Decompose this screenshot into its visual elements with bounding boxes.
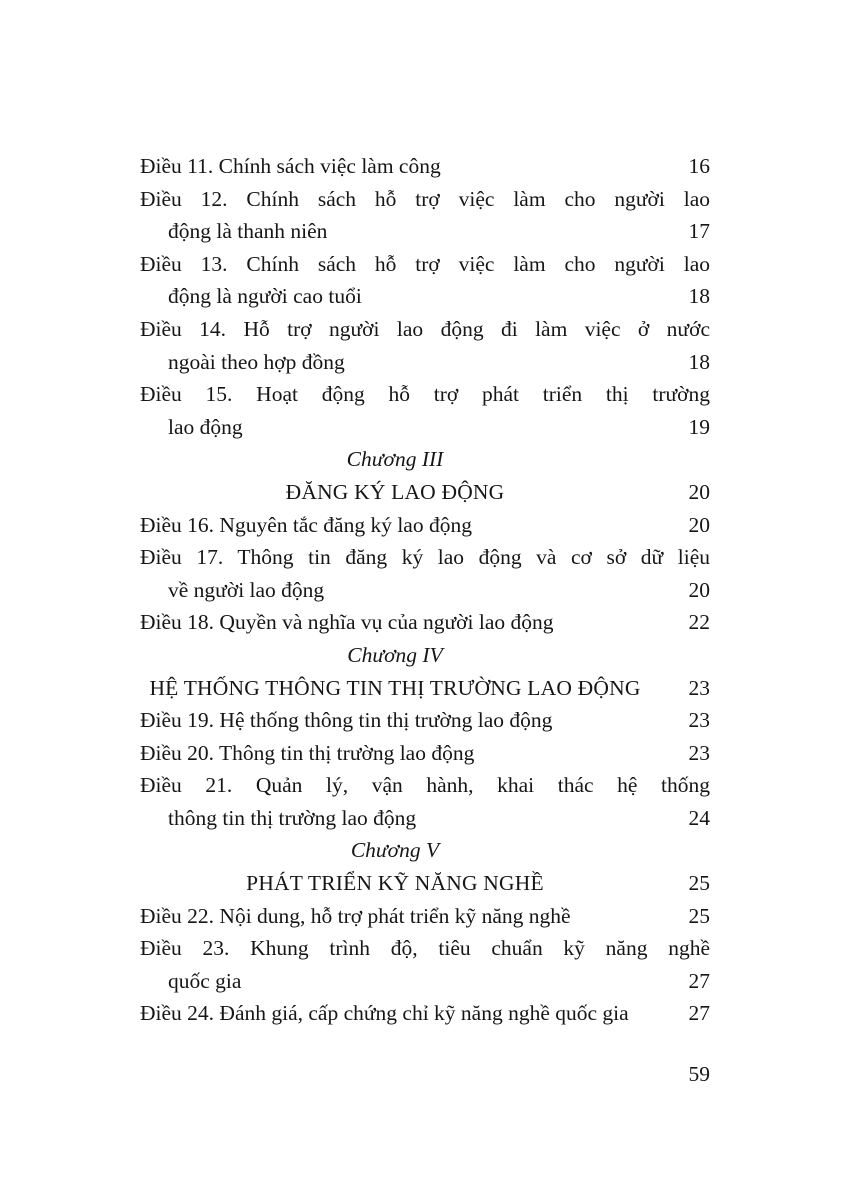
toc-entry-line: Điều 13. Chính sách hỗ trợ việc làm cho người lao	[140, 251, 710, 276]
toc-entry-line: Điều 24. Đánh giá, cấp chứng chỉ kỹ năng nghề quốc gia	[140, 1001, 629, 1026]
toc-chapter	[140, 639, 710, 704]
entry-page-number: 16	[688, 154, 710, 178]
entry-page-number: 18	[688, 349, 710, 374]
entry-page-number: 22	[688, 610, 710, 635]
chapter-page-number: 23	[688, 675, 710, 700]
toc-entry-line: Điều 23. Khung trình độ, tiêu chuẩn kỹ năng nghề	[140, 936, 710, 961]
toc-entry-line: động là thanh niên	[168, 219, 328, 244]
footer-page-number: 59	[688, 1062, 710, 1086]
entry-page-number: 19	[688, 414, 710, 439]
chapter-title: PHÁT TRIỂN KỸ NĂNG NGHỀ	[246, 871, 544, 896]
toc-entry-line: quốc gia	[168, 968, 242, 993]
entry-page-number: 24	[688, 805, 710, 830]
chapter-label: Chương III	[346, 447, 444, 472]
toc-entry	[140, 313, 710, 378]
chapter-page-number: 25	[688, 871, 710, 896]
entry-page-number: 27	[688, 968, 710, 993]
toc-entry-line: Điều 21. Quản lý, vận hành, khai thác hệ thống	[140, 773, 710, 798]
entry-page-number: 23	[688, 740, 710, 765]
entry-page-number: 20	[688, 577, 710, 602]
toc-entry	[140, 509, 710, 542]
toc-entry	[140, 997, 710, 1030]
toc-entry-line: lao động	[168, 414, 243, 439]
entry-page-number: 18	[688, 284, 710, 309]
toc-entry-line: Điều 20. Thông tin thị trường lao động	[140, 740, 475, 765]
toc-entry	[140, 769, 710, 834]
toc-entry-line: động là người cao tuổi	[168, 284, 362, 309]
chapter-title: HỆ THỐNG THÔNG TIN THỊ TRƯỜNG LAO ĐỘNG	[149, 675, 641, 700]
toc-entry-line: Điều 17. Thông tin đăng ký lao động và cơ sở dữ liệu	[140, 545, 710, 570]
toc-entry-line: ngoài theo hợp đồng	[168, 349, 345, 374]
toc-chapter	[140, 834, 710, 899]
toc-list	[140, 150, 710, 1030]
toc-chapter	[140, 443, 710, 508]
toc-entry	[140, 248, 710, 313]
chapter-label: Chương V	[350, 838, 440, 863]
chapter-page-number: 20	[688, 479, 710, 504]
chapter-title: ĐĂNG KÝ LAO ĐỘNG	[285, 479, 505, 504]
toc-entry-line: thông tin thị trường lao động	[168, 805, 417, 830]
entry-page-number: 27	[688, 1001, 710, 1026]
toc-entry	[140, 704, 710, 737]
toc-entry	[140, 150, 710, 183]
chapter-label: Chương IV	[347, 642, 443, 667]
entry-page-number: 25	[688, 903, 710, 928]
toc-entry	[140, 737, 710, 770]
entry-page-number: 20	[688, 512, 710, 537]
toc-entry-line: Điều 16. Nguyên tắc đăng ký lao động	[140, 512, 472, 537]
toc-entry-line: Điều 18. Quyền và nghĩa vụ của người lao động	[140, 610, 554, 635]
toc-entry	[140, 183, 710, 248]
toc-entry-line: Điều 11. Chính sách việc làm công	[140, 154, 441, 178]
toc-entry	[140, 932, 710, 997]
entry-page-number: 17	[688, 219, 710, 244]
toc-entry-line: Điều 22. Nội dung, hỗ trợ phát triển kỹ năng nghề	[140, 903, 571, 928]
toc-entry	[140, 378, 710, 443]
toc-entry-line: Điều 12. Chính sách hỗ trợ việc làm cho người lao	[140, 186, 710, 211]
toc-entry	[140, 606, 710, 639]
toc-entry-line: Điều 15. Hoạt động hỗ trợ phát triển thị trường	[140, 382, 710, 407]
toc-entry-line: Điều 19. Hệ thống thông tin thị trường lao động	[140, 708, 553, 733]
entry-page-number: 23	[688, 708, 710, 733]
toc-entry	[140, 541, 710, 606]
toc-entry-line: về người lao động	[168, 577, 325, 602]
toc-entry	[140, 900, 710, 933]
toc-entry-line: Điều 14. Hỗ trợ người lao động đi làm việc ở nước	[140, 316, 710, 341]
